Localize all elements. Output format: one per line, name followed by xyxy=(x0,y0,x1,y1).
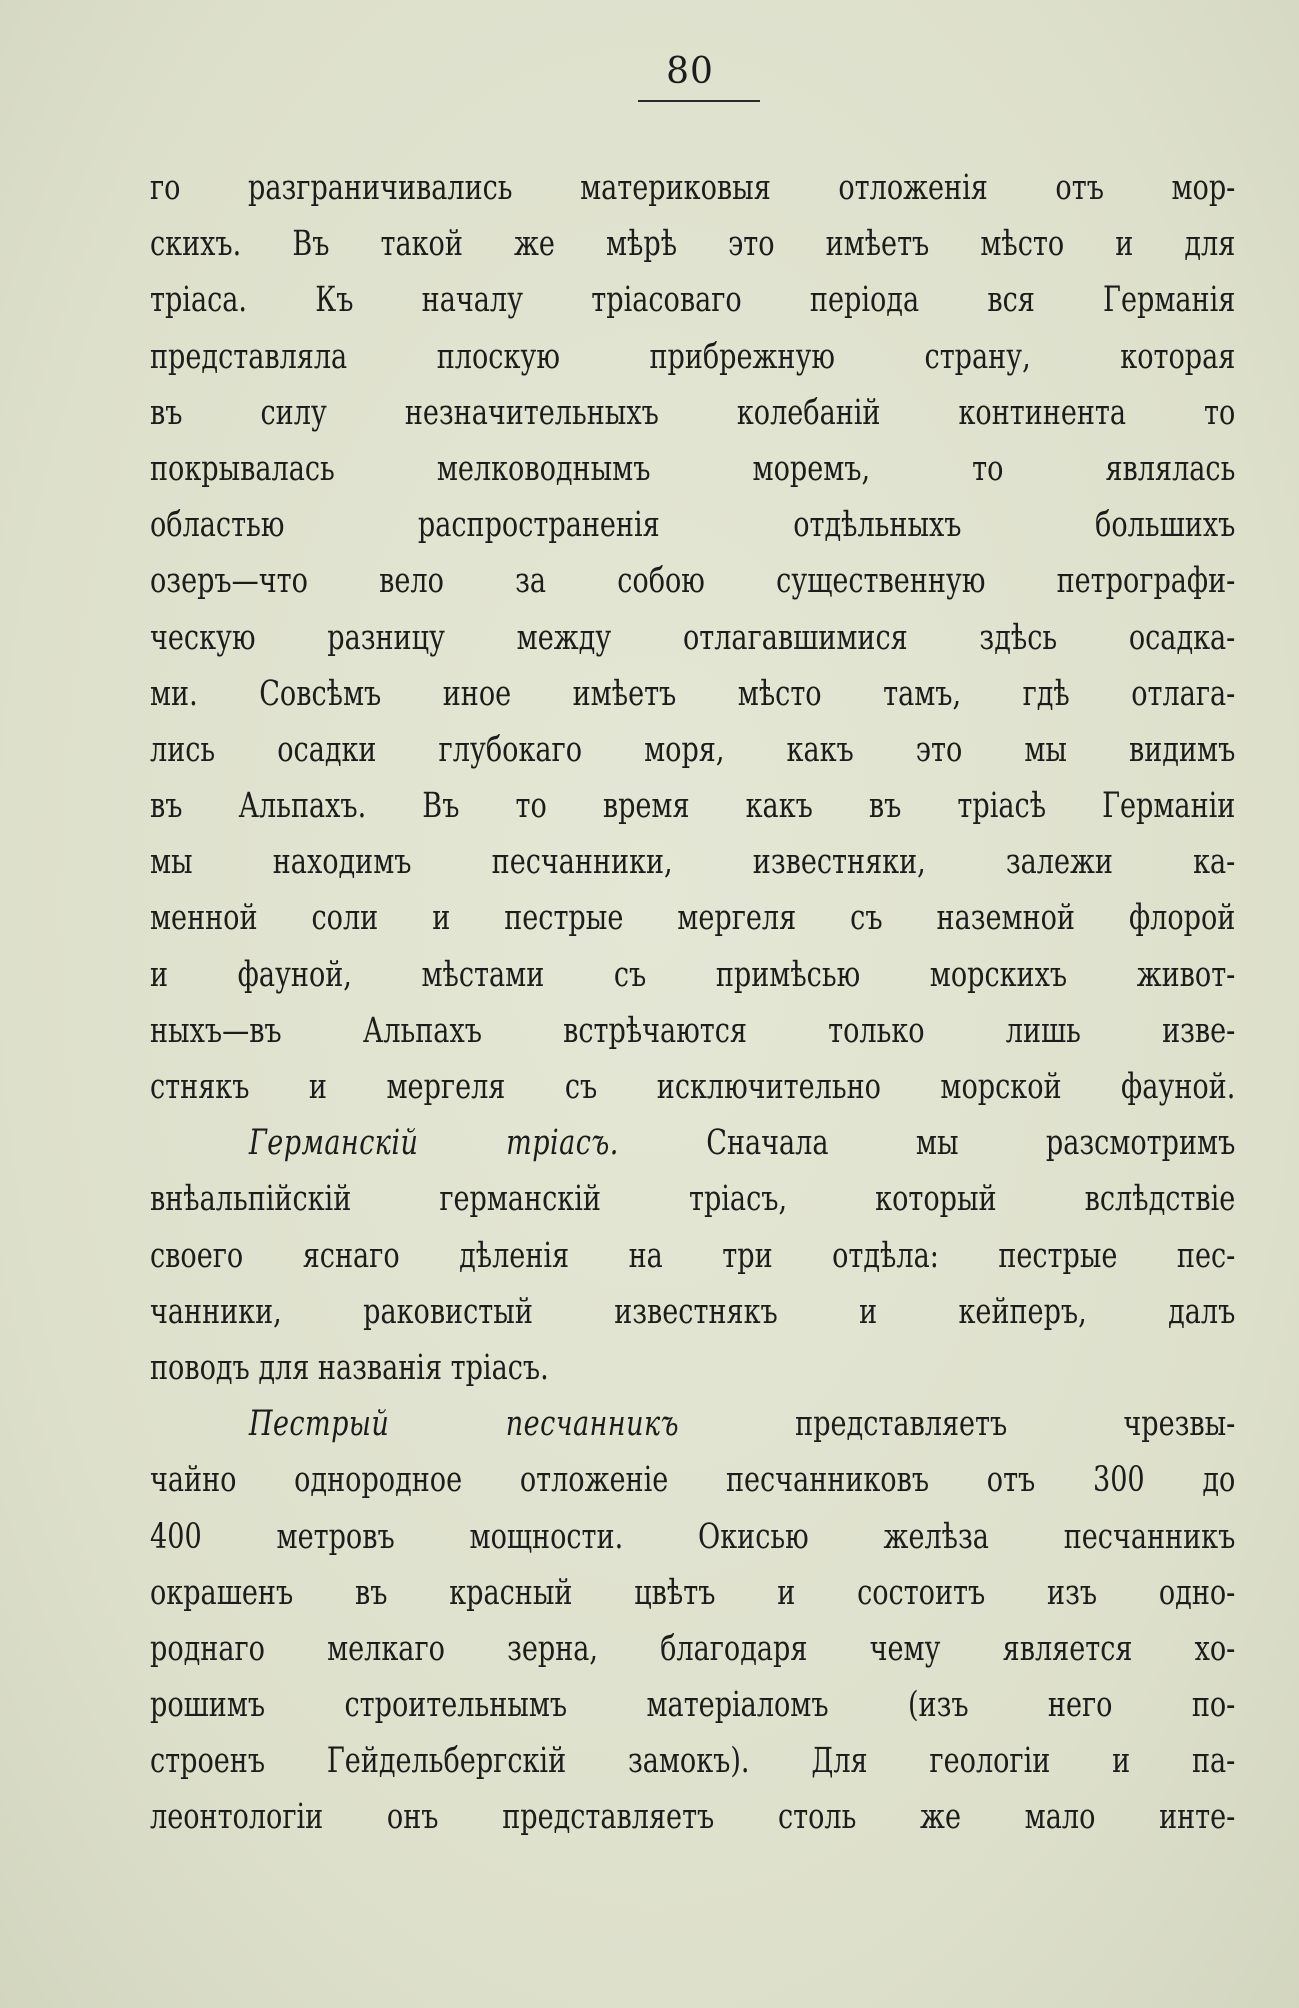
text-line: областью распространенія отдѣльныхъ большихъ xyxy=(150,505,1236,546)
text-fragment: Сначала мы разсмотримъ xyxy=(706,1123,1236,1164)
text-line: ныхъ—въ Альпахъ встрѣчаются только лишь изве- xyxy=(150,1010,1236,1051)
text-line: лись осадки глубокаго моря, какъ это мы видимъ xyxy=(150,729,1236,770)
text-line xyxy=(150,1396,1235,1452)
page-number: 80 xyxy=(666,51,714,92)
text-line: 400 метровъ мощности. Окисью желѣза песчанникъ xyxy=(150,1516,1236,1557)
text-line: менной соли и пестрые мергеля съ наземной флорой xyxy=(150,898,1236,939)
text-line: роднаго мелкаго зерна, благодаря чему является хо- xyxy=(150,1628,1236,1669)
text-line: внѣальпійскій германскій тріасъ, который вслѣдствіе xyxy=(150,1179,1236,1220)
text-line: поводъ для названія тріасъ. xyxy=(150,1347,549,1388)
page-number-rule xyxy=(638,100,760,102)
text-line: тріаса. Къ началу тріасоваго періода вся Германія xyxy=(150,280,1236,321)
text-line: ческую разницу между отлагавшимися здѣсь осадка- xyxy=(150,617,1236,658)
text-line: въ силу незначительныхъ колебаній континента то xyxy=(150,392,1236,433)
text-line: чанники, раковистый известнякъ и кейперъ, далъ xyxy=(150,1291,1236,1332)
text-line: леонтологіи онъ представляетъ столь же мало инте- xyxy=(150,1797,1236,1838)
text-line: рошимъ строительнымъ матеріаломъ (изъ него по- xyxy=(150,1685,1236,1726)
text-line: чайно однородное отложеніе песчанниковъ отъ 300 до xyxy=(150,1460,1236,1501)
text-line: представляла плоскую прибрежную страну, которая xyxy=(150,336,1236,377)
text-line: го разграничивались материковыя отложенія отъ мор- xyxy=(150,168,1236,208)
text-line xyxy=(150,1115,1235,1171)
text-line: строенъ Гейдельбергскій замокъ). Для геологіи и па- xyxy=(150,1741,1236,1782)
section-heading-bunter-sandstone: Пестрый песчанникъ xyxy=(248,1404,680,1445)
text-line: въ Альпахъ. Въ то время какъ въ тріасѣ Германіи xyxy=(150,786,1236,827)
body-text xyxy=(150,160,1235,1846)
text-fragment: представляетъ чрезвы- xyxy=(795,1404,1236,1445)
text-line: мы находимъ песчанники, известняки, залежи ка- xyxy=(150,842,1236,883)
text-line: озеръ—что вело за собою существенную петрографи- xyxy=(150,561,1236,602)
text-line: покрывалась мелководнымъ моремъ, то являлась xyxy=(150,448,1236,489)
section-heading-german-triassic: Германскій тріасъ. xyxy=(248,1123,619,1164)
text-line: скихъ. Въ такой же мѣрѣ это имѣетъ мѣсто и для xyxy=(150,224,1236,265)
text-line: своего яснаго дѣленія на три отдѣла: пестрые пес- xyxy=(150,1235,1236,1276)
text-line: и фауной, мѣстами съ примѣсью морскихъ живот- xyxy=(150,954,1236,995)
text-line: ми. Совсѣмъ иное имѣетъ мѣсто тамъ, гдѣ отлага- xyxy=(150,673,1236,714)
text-line: окрашенъ въ красный цвѣтъ и состоитъ изъ одно- xyxy=(150,1572,1236,1613)
text-line: стнякъ и мергеля съ исключительно морской фауной. xyxy=(150,1067,1236,1107)
